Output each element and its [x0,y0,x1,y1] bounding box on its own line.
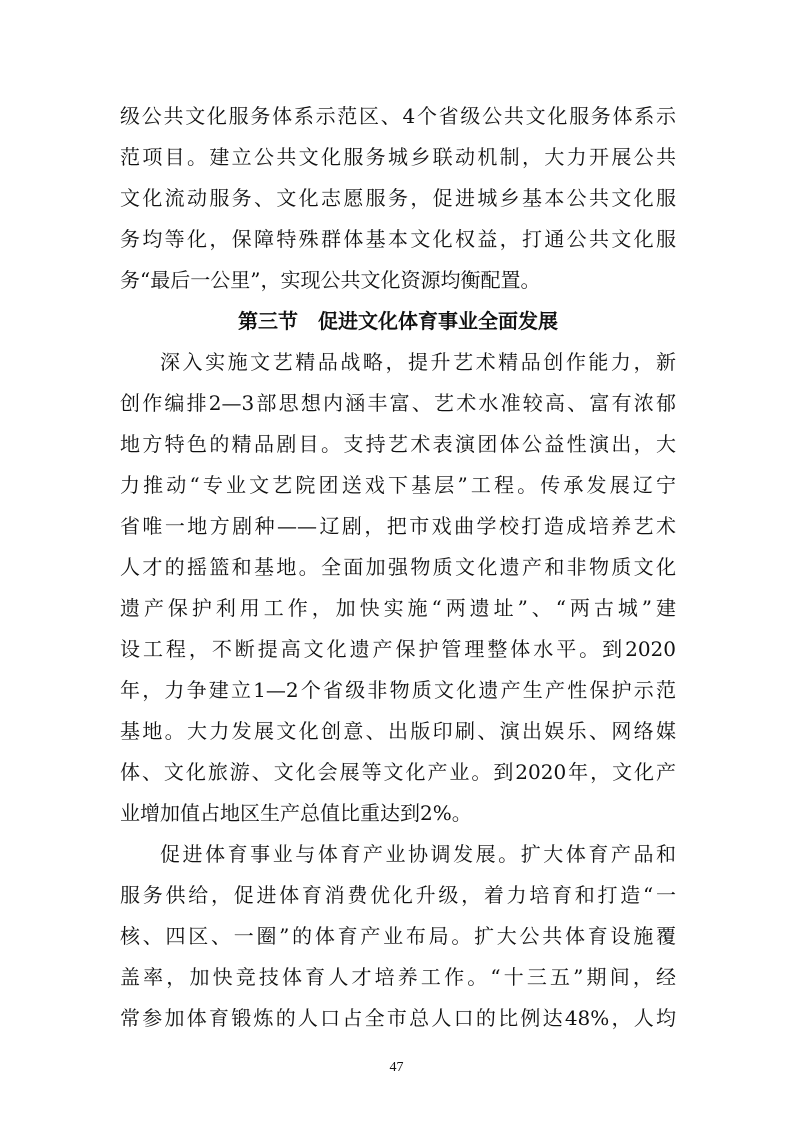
text-line: 核、四区、一圈”的体育产业布局。扩大公共体育设施覆 [120,924,676,948]
text-line: 深入实施文艺精品战略，提升艺术精品创作能力，新 [160,350,676,374]
text-line: 力推动“专业文艺院团送戏下基层”工程。传承发展辽宁 [120,473,676,497]
text-line: 设工程，不断提高文化遗产保护管理整体水平。到2020 [120,637,676,661]
text-line: 服务供给，促进体育消费优化升级，着力培育和打造“一 [120,883,676,907]
text-line: 遗产保护利用工作，加快实施“两遗址”、“两古城”建 [120,596,676,620]
text-line: 常参加体育锻炼的人口占全市总人口的比例达48%，人均 [120,1006,676,1030]
text-line: 基地。大力发展文化创意、出版印刷、演出娱乐、网络媒 [120,719,676,743]
text-line: 创作编排2—3部思想内涵丰富、艺术水准较高、富有浓郁 [120,391,676,415]
text-line: 盖率，加快竞技体育人才培养工作。“十三五”期间，经 [120,965,676,989]
text-line: 文化流动服务、文化志愿服务，促进城乡基本公共文化服 [120,186,676,210]
text-line: 地方特色的精品剧目。支持艺术表演团体公益性演出，大 [120,432,676,456]
document-body [120,96,676,1039]
text-line: 务均等化，保障特殊群体基本文化权益，打通公共文化服 [120,227,676,251]
paragraph-culture [120,342,676,834]
section-heading: 第三节 促进文化体育事业全面发展 [238,309,558,333]
text-line: 业增加值占地区生产总值比重达到2%。 [120,801,472,825]
page-number: 47 [389,1060,404,1075]
text-line: 范项目。建立公共文化服务城乡联动机制，大力开展公共 [120,145,676,169]
text-line: 人才的摇篮和基地。全面加强物质文化遗产和非物质文化 [120,555,676,579]
text-line: 年，力争建立1—2个省级非物质文化遗产生产性保护示范 [120,678,676,702]
text-line: 省唯一地方剧种——辽剧，把市戏曲学校打造成培养艺术 [120,514,676,538]
text-line: 务“最后一公里”，实现公共文化资源均衡配置。 [120,268,541,292]
paragraph-sports [120,834,676,1039]
text-line: 体、文化旅游、文化会展等文化产业。到2020年，文化产 [120,760,676,784]
text-line: 级公共文化服务体系示范区、4个省级公共文化服务体系示 [120,104,676,128]
text-line: 促进体育事业与体育产业协调发展。扩大体育产品和 [160,842,676,866]
paragraph-continued [120,96,676,301]
